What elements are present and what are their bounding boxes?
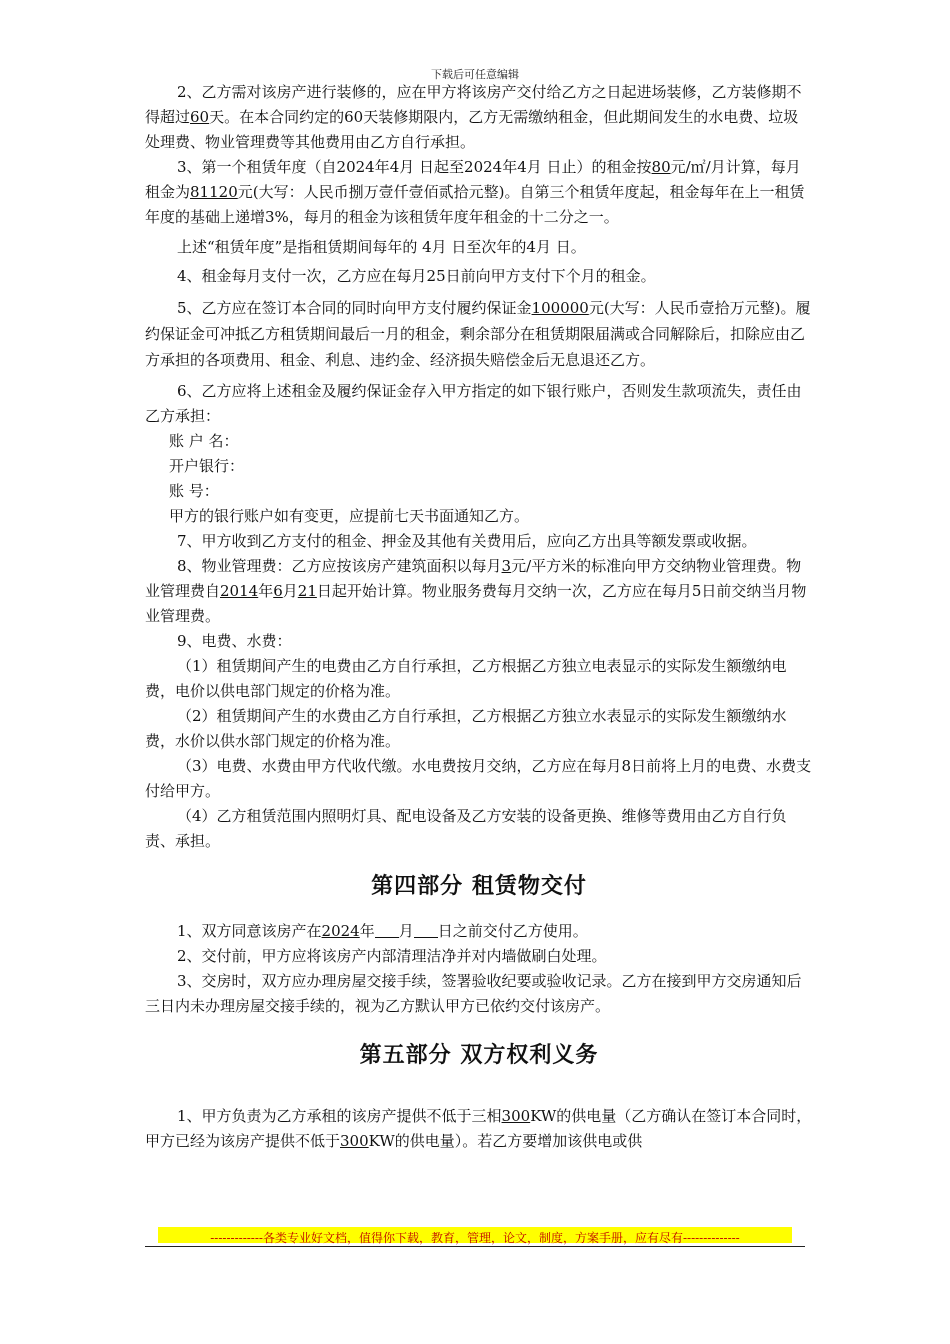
text-run: 元/㎡/月计算，每月租金为 [145,158,801,201]
power-capacity-1: 300 [501,1107,531,1125]
text-run: 8、物业管理费：乙方应按该房产建筑面积以每月 [177,557,502,575]
text-run: 元/平方米的标准向甲方交纳物业管理费。物业管理费自 [145,557,802,600]
page-header: 下载后可任意编辑 [431,68,519,81]
paragraph-3 [145,155,813,230]
footer-banner: -------------各类专业好文档，值得你下载，教育，管理，论文，制度，方案手册，应有尽有-------------- [210,1231,740,1245]
renovation-days: 60 [190,108,210,126]
text-run: 1、甲方负责为乙方承租的该房产提供不低于三相 [177,1107,502,1125]
section-5-paragraph-1 [145,1104,813,1154]
document-body [145,80,813,1154]
text-run: 元(大写：人民币捌万壹仟壹佰贰拾元整)。自第三个租赁年度起，租金每年在上一租赁年度的基础上递增3%，每月的租金为该租赁年度年租金的十二分之一。 [145,183,805,226]
property-fee: 3 [501,557,512,575]
text-run: 5、乙方应在签订本合同的同时向甲方支付履约保证金 [177,299,532,317]
paragraph-6: 6、乙方应将上述租金及履约保证金存入甲方指定的如下银行账户，否则发生款项流失，责任由乙方承担： [145,382,802,425]
deposit-amount: 100000 [531,299,589,317]
bank-account-number: 账 号： [169,482,219,500]
text-run: 月 [398,922,414,940]
item-9-1: （1）租赁期间产生的电费由乙方自行承担，乙方根据乙方独立电表显示的实际发生额缴纳电费，电价以供电部门规定的价格为准。 [145,657,787,700]
delivery-month-blank [375,922,399,938]
paragraph-2 [145,80,813,155]
paragraph-7: 7、甲方收到乙方支付的租金、押金及其他有关费用后，应向乙方出具等额发票或收据。 [177,532,757,550]
section-4-title: 第四部分 租赁物交付 [371,874,587,899]
section-4-paragraph-2: 2、交付前，甲方应将该房产内部清理洁净并对内墙做刷白处理。 [177,947,607,965]
item-9-4: （4）乙方租赁范围内照明灯具、配电设备及乙方安装的设备更换、维修等费用由乙方自行负责、承担。 [145,807,787,850]
paragraph-4: 4、租金每月支付一次，乙方应在每月25日前向甲方支付下个月的租金。 [177,267,656,285]
fee-start-year: 2014 [220,582,259,600]
text-run: 月 [282,582,298,600]
delivery-day-blank [414,922,438,938]
item-9-3: （3）电费、水费由甲方代收代缴。水电费按月交纳，乙方应在每月8日前将上月的电费、水费支付给甲方。 [145,757,812,800]
section-5-title: 第五部分 双方权利义务 [359,1043,599,1068]
text-run: 日之前交付乙方使用。 [437,922,588,940]
text-run: 3、第一个租赁年度（自2024年4月 日起至2024年4月 日止）的租金按 [177,158,652,176]
paragraph-8 [145,554,813,629]
section-4-paragraph-3: 3、交房时，双方应办理房屋交接手续，签署验收纪要或验收记录。乙方在接到甲方交房通知后三日内未办理房屋交接手续的，视为乙方默认甲方已依约交付该房产。 [145,972,802,1015]
text-run: 1、双方同意该房产在 [177,922,322,940]
rent-price: 80 [651,158,671,176]
text-run: 元(大写：人民币壹拾万元整)。履约保证金可冲抵乙方租赁期间最后一月的租金，剩余部分在租赁期限届满或合同解除后，扣除应由乙方承担的各项费用、租金、利息、违约金、经济损失赔偿金后无息退还乙方。 [145,299,811,369]
text-run: KW的供电量（乙方确认在签订本合同时，甲方已经为该房产提供不低于 [145,1107,812,1150]
section-4-paragraph-1 [145,919,813,944]
text-run: 2、乙方需对该房产进行装修的，应在甲方将该房产交付给乙方之日起进场装修，乙方装修期不得超过 [145,83,802,126]
paragraph-5 [145,295,813,373]
bank-account-name: 账 户 名： [169,432,239,450]
fee-start-month: 6 [273,582,283,600]
paragraph-9: 9、电费、水费： [177,632,292,650]
lease-year-definition: 上述“租赁年度”是指租赁期间每年的 4月 日至次年的4月 日。 [177,238,586,256]
text-run: 年 [258,582,274,600]
delivery-year: 2024 [321,922,360,940]
text-run: 年 [359,922,375,940]
bank-name: 开户银行： [169,457,245,475]
text-run: 日起开始计算。物业服务费每月交纳一次，乙方应在每月5日前交纳当月物业管理费。 [145,582,807,625]
text-run: KW的供电量）。若乙方要增加该供电或供 [368,1132,643,1150]
item-9-2: （2）租赁期间产生的水费由乙方自行承担，乙方根据乙方独立水表显示的实际发生额缴纳水费，水价以供水部门规定的价格为准。 [145,707,787,750]
fee-start-day: 21 [297,582,317,600]
monthly-rent: 81120 [190,183,238,201]
bank-change-note: 甲方的银行账户如有变更，应提前七天书面通知乙方。 [169,507,530,525]
text-run: 天。在本合同约定的60天装修期限内，乙方无需缴纳租金，但此期间发生的水电费、垃圾处理费、物业管理费等其他费用由乙方自行承担。 [145,108,799,151]
footer-divider [145,1246,805,1247]
power-capacity-2: 300 [340,1132,369,1150]
